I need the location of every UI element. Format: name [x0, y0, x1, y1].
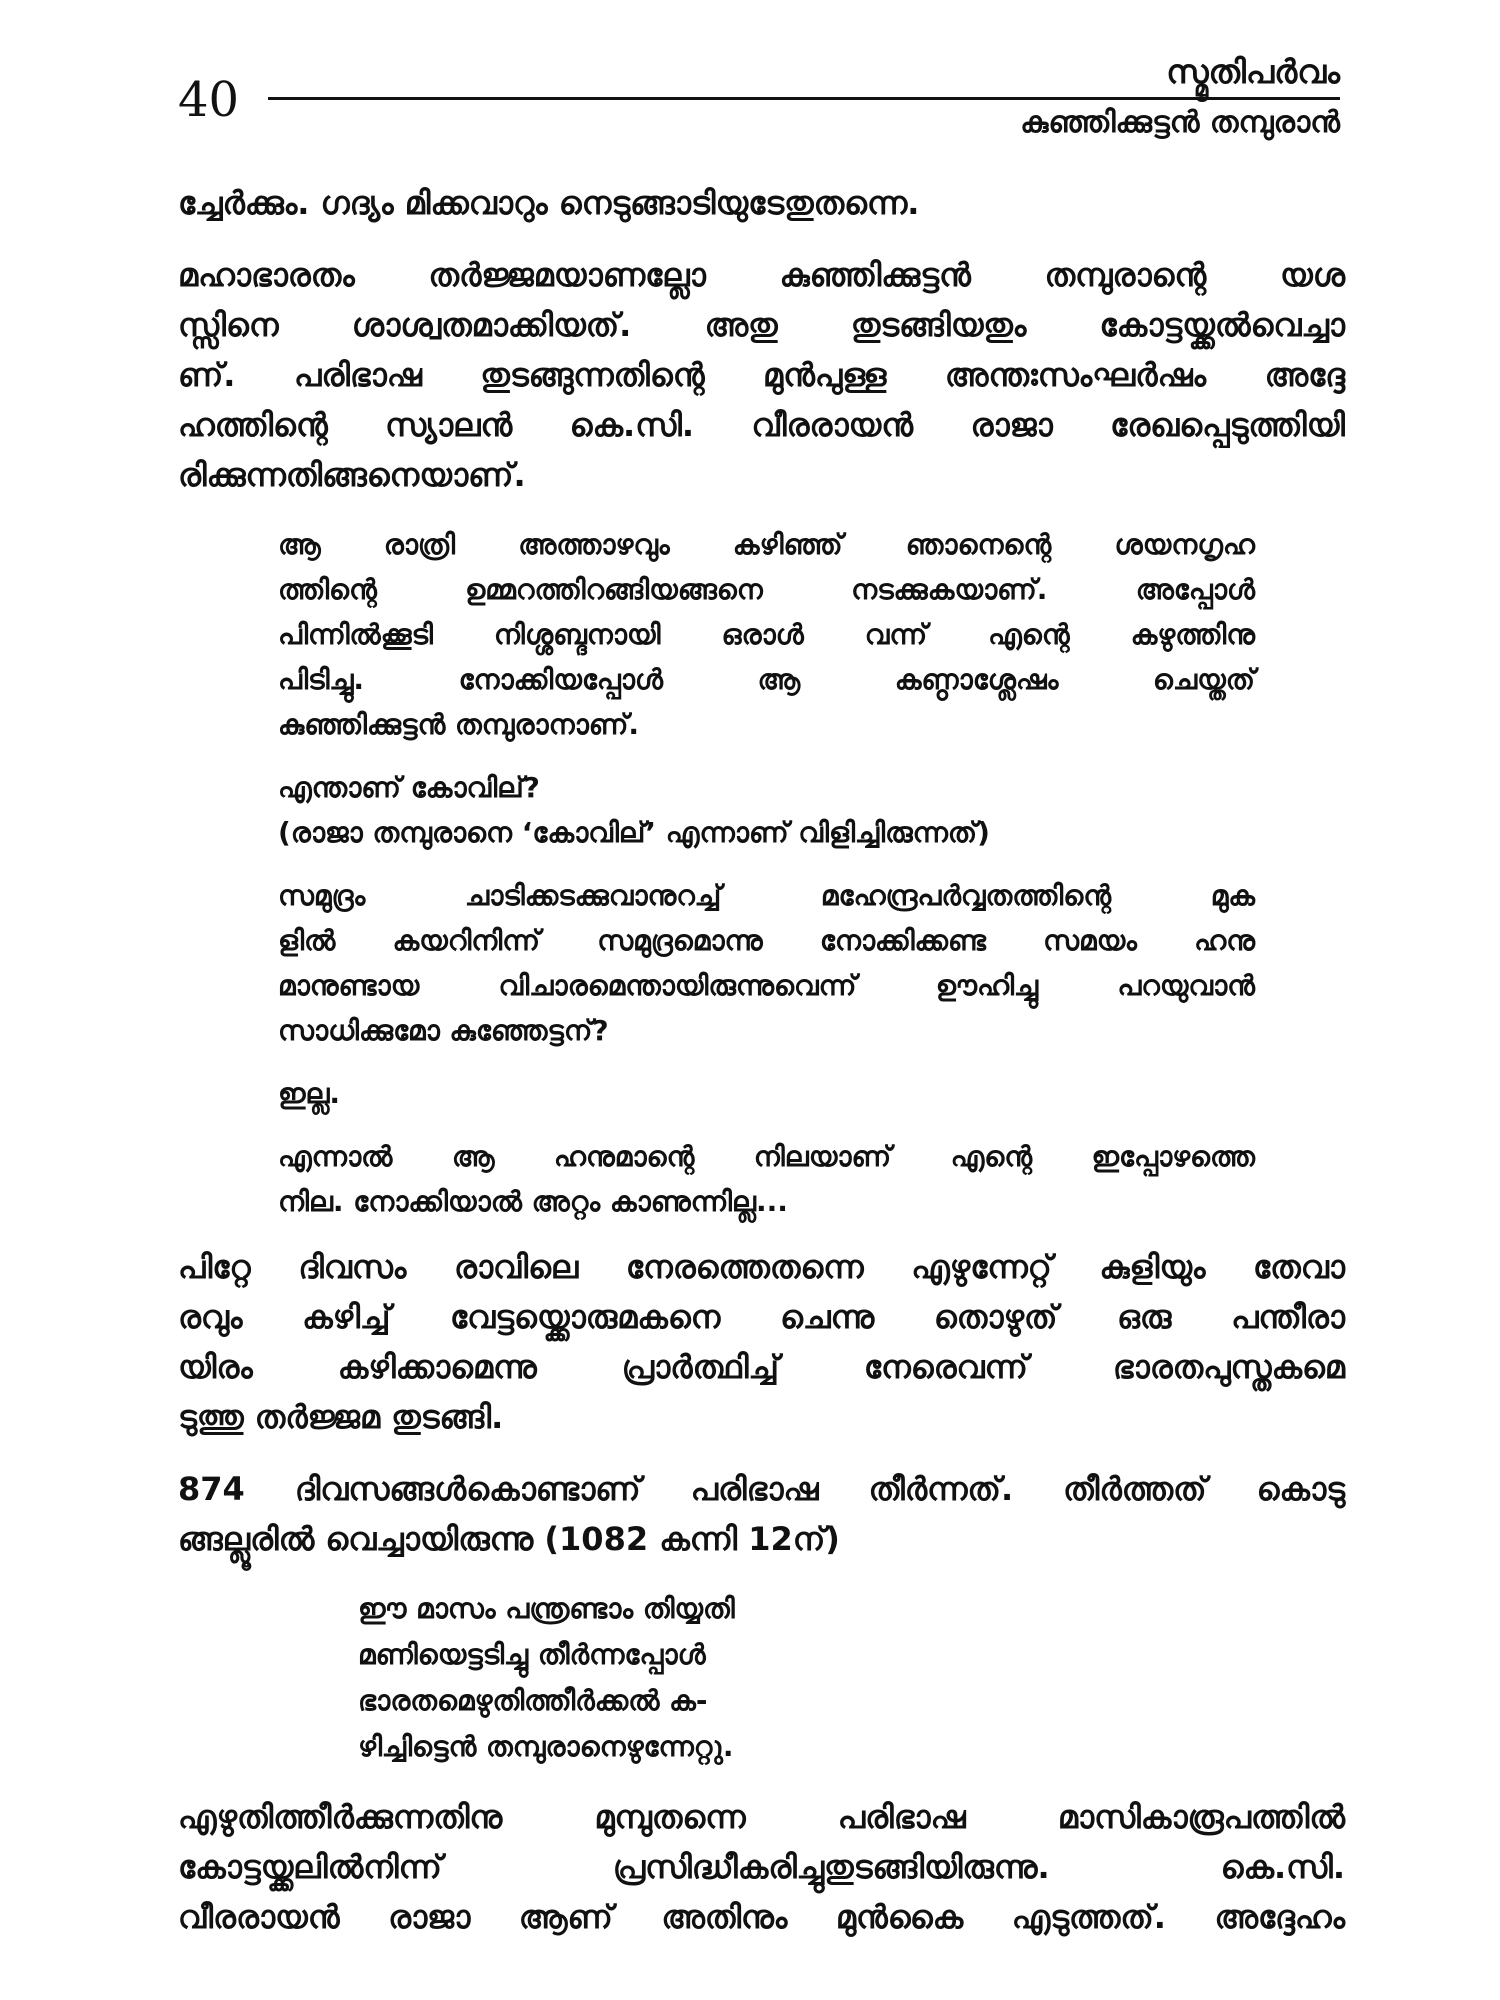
text-line: എന്നാൽ ആ ഹനുമാന്റെ നിലയാണ് എന്റെ ഇപ്പോഴത്തെ: [278, 1140, 1255, 1173]
text-line: ടുത്തു തർജ്ജമ തുടങ്ങി.: [178, 1398, 504, 1436]
page-number: 40: [178, 72, 240, 128]
running-subtitle: കുഞ്ഞിക്കുട്ടൻ തമ്പുരാൻ: [1020, 105, 1340, 140]
header-rule: [268, 97, 1340, 100]
text-line: യിരം കഴിക്കാമെന്നു പ്രാർത്ഥിച്ച് നേരെവന്ന് ഭാരതപുസ്തകമെ: [178, 1348, 1345, 1386]
quote-3: [278, 873, 1255, 1053]
text-line: ഇല്ല.: [278, 1077, 341, 1110]
quote-5: [278, 1134, 1255, 1224]
paragraph-3: [178, 1242, 1345, 1442]
page-body: [178, 178, 1345, 1964]
text-line: വീരരായൻ രാജാ ആണ് അതിനും മുൻകൈ എടുത്തത്. അദ്ദേഹം: [178, 1898, 1345, 1936]
text-line: മഹാഭാരതം തർജ്ജമയാണല്ലോ കുഞ്ഞിക്കുട്ടൻ തമ്പുരാന്റെ യശ: [178, 256, 1345, 294]
text-line: ങ്ങല്ലൂരിൽ വെച്ചായിരുന്നു (1082 കന്നി 12ന്): [178, 1520, 840, 1558]
text-line: പിന്നിൽക്കൂടി നിശ്ശബ്ദനായി ഒരാൾ വന്ന് എന്റെ കഴുത്തിനു: [278, 618, 1255, 651]
text-line: സ്സിനെ ശാശ്വതമാക്കിയത്. അതു തുടങ്ങിയതും കോട്ടയ്ക്കൽവെച്ചാ: [178, 306, 1345, 344]
paragraph-4: [178, 1464, 1345, 1564]
quote-4: [278, 1071, 1255, 1116]
verse-block: [358, 1586, 1345, 1770]
verse-line: ഴിച്ചിട്ടെൻ തമ്പുരാനെഴുന്നേറ്റു.: [358, 1730, 734, 1763]
verse-line: ഈ മാസം പന്ത്രണ്ടാം തിയ്യതി: [358, 1592, 735, 1625]
text-line: സമുദ്രം ചാടിക്കടക്കുവാനുറച്ച് മഹേന്ദ്രപർവ്വതത്തിന്റെ മുക: [278, 879, 1255, 912]
quote-1: [278, 522, 1255, 747]
text-line: രവും കഴിച്ച് വേട്ടയ്ക്കൊരുമകനെ ചെന്നു തൊഴുത് ഒരു പന്തീരാ: [178, 1298, 1345, 1336]
text-line: കുഞ്ഞിക്കുട്ടൻ തമ്പുരാനാണ്.: [278, 708, 640, 741]
text-line: ച്ചേർക്കും. ഗദ്യം മിക്കവാറും നെടുങ്ങാടിയുടേതുതന്നെ.: [178, 184, 920, 222]
text-line: ഹത്തിന്റെ സ്യാലൻ കെ.സി. വീരരായൻ രാജാ രേഖപ്പെടുത്തിയി: [178, 406, 1345, 444]
text-line: ത്തിന്റെ ഉമ്മറത്തിറങ്ങിയങ്ങനെ നടക്കുകയാണ്. അപ്പോൾ: [278, 573, 1255, 606]
verse-line: മണിയെട്ടടിച്ചു തീർന്നപ്പോൾ: [358, 1638, 706, 1671]
text-line: എന്താണ് കോവില്?: [278, 771, 540, 804]
paragraph-2: [178, 250, 1345, 500]
text-line: ളിൽ കയറിനിന്ന് സമുദ്രമൊന്നു നോക്കിക്കണ്ട സമയം ഹനു: [278, 924, 1255, 957]
text-line: പിടിച്ചു. നോക്കിയപ്പോൾ ആ കണ്ഠാശ്ലേഷം ചെയ്തത്: [278, 663, 1255, 696]
text-line: മാനുണ്ടായ വിചാരമെന്തായിരുന്നുവെന്ന് ഊഹിച്ചു പറയുവാൻ: [278, 969, 1255, 1002]
text-line: ആ രാത്രി അത്താഴവും കഴിഞ്ഞ് ഞാനെന്റെ ശയനഗൃഹ: [278, 528, 1255, 561]
text-line: നില. നോക്കിയാൽ അറ്റം കാണുന്നില്ല...: [278, 1185, 788, 1218]
text-line: (രാജാ തമ്പുരാനെ ‘കോവില്’ എന്നാണ് വിളിച്ചിരുന്നത്): [278, 816, 990, 849]
text-line: എഴുതിത്തീർക്കുന്നതിനു മുമ്പുതന്നെ പരിഭാഷ മാസികാരൂപത്തിൽ: [178, 1798, 1345, 1836]
text-line: 874 ദിവസങ്ങൾകൊണ്ടാണ് പരിഭാഷ തീർന്നത്. തീർത്തത് കൊടു: [178, 1470, 1345, 1508]
verse-line: ഭാരതമെഴുതിത്തീർക്കൽ ക-: [358, 1684, 708, 1717]
text-line: രിക്കുന്നതിങ്ങനെയാണ്.: [178, 456, 526, 494]
paragraph-5: [178, 1792, 1345, 1942]
text-line: പിറ്റേ ദിവസം രാവിലെ നേരത്തെതന്നെ എഴുന്നേറ്റ് കുളിയും തേവാ: [178, 1248, 1345, 1286]
paragraph-1: [178, 178, 1345, 228]
text-line: സാധിക്കുമോ കുഞ്ഞേട്ടന്?: [278, 1014, 609, 1047]
text-line: ണ്. പരിഭാഷ തുടങ്ങുന്നതിന്റെ മുൻപുള്ള അന്തഃസംഘർഷം അദ്ദേ: [178, 356, 1345, 394]
quote-2: [278, 765, 1255, 855]
text-line: കോട്ടയ്ക്കലിൽനിന്ന് പ്രസിദ്ധീകരിച്ചുതുടങ്ങിയിരുന്നു. കെ.സി.: [178, 1848, 1345, 1886]
running-title: സ്മൃതിപർവം: [1166, 52, 1340, 91]
